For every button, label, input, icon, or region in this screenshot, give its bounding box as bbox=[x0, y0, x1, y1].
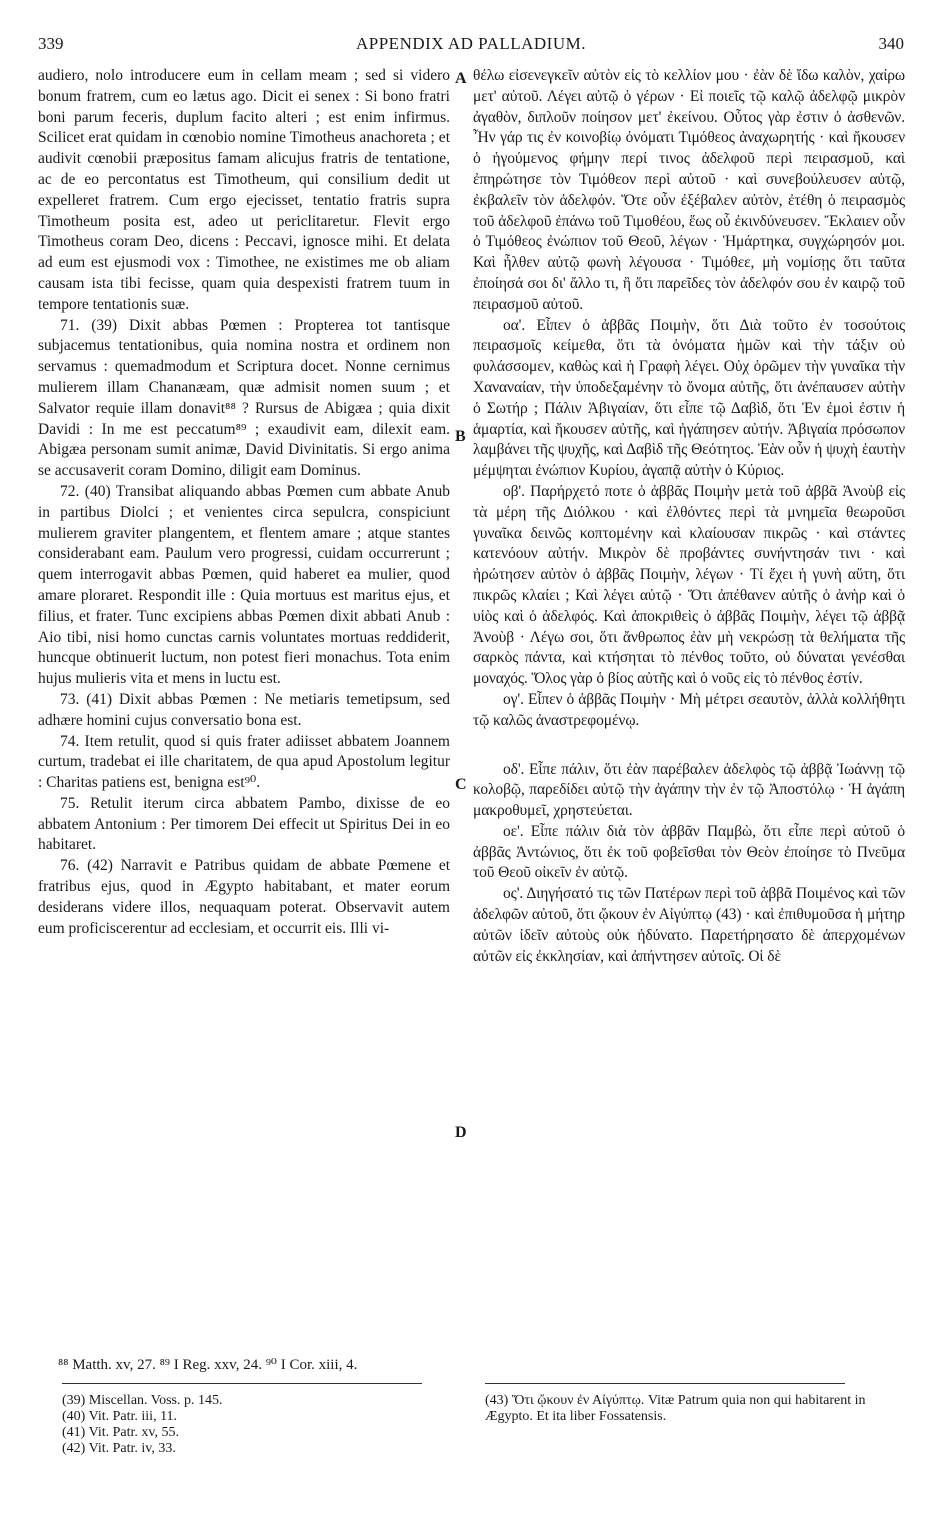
greek-paragraph: οα'. Εἶπεν ὁ ἀββᾶς Ποιμὴν, ὅτι Διὰ τοῦτο ἐν τοσούτοις πειρασμοῖς κείμεθα, ὅτι τὰ ὀνόματα ἡμῶν καὶ τὴν τάξιν οὐ φυλάσσομεν, καθὼς καὶ ἡ Γραφὴ λέγει. Οὐχ ὁρῶμεν τὴν γυναῖκα τὴν Χαναναίαν, τὴν ὑποδεξαμένην τὸ ὄνομα αὐτῆς, ὅτι ἀνέπαυσεν αὐτὴν ὁ Σωτήρ ; Πάλιν Ἀβιγαίαν, ὅτι εἶπε τῷ Δαβὶδ, ὅτι Ἐν ἐμοὶ ἐστιν ἡ ἁμαρτία, καὶ ἤκουσεν αὐτῆς, καὶ ἠγάπησεν αὐτήν. Ἀβιγαία πρόσωπον λαμβάνει τῆς ψυχῆς, καὶ Δαβὶδ τῆς Θεότητος. Ἐὰν οὖν ἡ ψυχὴ ἑαυτὴν μέμψηται ἐνώπιον Κυρίου, ἀγαπᾷ αὐτὴν ὁ Κύριος. bbox=[473, 316, 905, 480]
footnote-rule-left bbox=[62, 1383, 422, 1384]
section-marker-b: B bbox=[455, 428, 466, 445]
running-title: APPENDIX AD PALLADIUM. bbox=[356, 34, 586, 53]
section-marker-d: D bbox=[455, 1124, 467, 1141]
source-note: (40) Vit. Patr. iii, 11. bbox=[62, 1409, 178, 1424]
latin-paragraph: 71. (39) Dixit abbas Pœmen : Propterea tot tantisque subjacemus tentationibus, quia nomina nostra et ordinem non servamus : quemadmodum et Scriptura docet. Nonne cernimus mulierem illam Chananæam, quæ admisit nomen suum ; et Salvator requie illam donavit⁸⁸ ? Rursus de Abigæa ; quia dixit Davidi : In me est peccatum⁸⁹ ; exaudivit eam, dilexit eam. Abigæa personam sumit animæ, David Divinitatis. Si ergo anima se accusaverit coram Domino, diligit eam Dominus. bbox=[38, 316, 450, 480]
source-note: (39) Miscellan. Voss. p. 145. bbox=[62, 1393, 223, 1408]
source-notes-left bbox=[62, 1393, 442, 1457]
page-number-right: 340 bbox=[878, 34, 904, 53]
section-marker-c: C bbox=[455, 776, 467, 793]
greek-paragraph: οδ'. Εἶπε πάλιν, ὅτι ἐὰν παρέβαλεν ἀδελφὸς τῷ ἀββᾷ Ἰωάννῃ τῷ κολοβῷ, παρεδίδει αὐτῷ τὴν ἀγάπην τὴν ἐν τῷ Ἀποστόλῳ · Ἡ ἀγάπη μακροθυμεῖ, χρηστεύεται. bbox=[473, 760, 905, 820]
footnote-rule-right bbox=[485, 1383, 845, 1384]
greek-column bbox=[473, 66, 905, 967]
greek-paragraph: ος'. Διηγήσατό τις τῶν Πατέρων περὶ τοῦ ἀββᾶ Ποιμένος καὶ τῶν ἀδελφῶν αὐτοῦ, ὅτι ᾤκουν ἐν Αἰγύπτῳ (43) · καὶ ἐπιθυμοῦσα ἡ μήτηρ αὐτῶν ἰδεῖν αὐτοὺς οὐκ ἠδύνατο. Παρετήρησατο δὲ ἀπερχομένων αὐτῶν εἰς ἐκκλησίαν, καὶ ἀπήντησεν αὐτοῖς. Οἱ δὲ bbox=[473, 885, 905, 965]
latin-paragraph: 74. Item retulit, quod si quis frater adiisset abbatem Joannem curtum, tradebat ei ille charitatem, de qua apud Apostolum legitur : Charitas patiens est, benigna est⁹⁰. bbox=[38, 732, 450, 792]
greek-paragraph: οβ'. Παρήρχετό ποτε ὁ ἀββᾶς Ποιμὴν μετὰ τοῦ ἀββᾶ Ἀνοὺβ εἰς τὰ μέρη τῆς Διόλκου · καὶ ἐλθόντες περὶ τὰ μνημεῖα θεωροῦσι γυναῖκα δεινῶς κοπτομένην καὶ κλαίουσαν πικρῶς · καὶ στάντες κατενόουν αὐτήν. Μικρὸν δὲ προβάντες συνήντησάν τινι · καὶ ἠρώτησεν αὐτὸν ὁ ἀββᾶς Ποιμὴν, λέγων · Τί ἔχει ἡ γυνὴ αὕτη, ὅτι πικρῶς κλαίει ; Καὶ λέγει αὐτῷ · Ὅτι ἀπέθανεν αὐτῆς ὁ ἀνὴρ καὶ ὁ υἱὸς καὶ ὁ ἀδελφός. Καὶ ἀποκριθεὶς ὁ ἀββᾶς Ποιμὴν, λέγει τῷ ἀββᾷ Ἀνοὺβ · Λέγω σοι, ὅτι ἄνθρωπος ἐὰν μὴ νεκρώσῃ τὰ θελήματα τῆς σαρκὸς πάντα, καὶ κτήσηται τὸ πένθος τοῦτο, οὐ δύναται γενέσθαι μοναχός. Ὅλος γὰρ ὁ βίος αὐτῆς καὶ ὁ νοῦς εἰς τὸ πένθος ἐστίν. bbox=[473, 482, 905, 688]
section-marker-a: A bbox=[455, 70, 467, 87]
greek-paragraph: οε'. Εἶπε πάλιν διὰ τὸν ἀββᾶν Παμβὼ, ὅτι εἶπε περὶ αὐτοῦ ὁ ἀββᾶς Ἀντώνιος, ὅτι ἐκ τοῦ φοβεῖσθαι τὸν Θεὸν ἐποίησε τὸ Πνεῦμα τοῦ Θεοῦ οἰκεῖν ἐν αὐτῷ. bbox=[473, 822, 905, 882]
page-number-left: 339 bbox=[38, 34, 64, 53]
latin-paragraph: 76. (42) Narravit e Patribus quidam de abbate Pœmene et fratribus ejus, quod in Ægypto habitabant, et mater eorum desiderans videre illos, nequaquam poterat. Observavit autem eum proficiscerentur ad ecclesiam, et occurrit eis. Illi vi- bbox=[38, 857, 450, 937]
latin-paragraph: 75. Retulit iterum circa abbatem Pambo, dixisse de eo abbatem Antonium : Per timorem Dei effecit ut Spiritus Dei in eo habitaret. bbox=[38, 794, 450, 854]
greek-paragraph: θέλω εἰσενεγκεῖν αὐτὸν εἰς τὸ κελλίον μου · ἐὰν δὲ ἴδω καλὸν, χαίρω μετ' αὐτοῦ. Λέγει αὐτῷ ὁ γέρων · Εἰ ποιεῖς τῷ καλῷ ἀδελφῷ μικρὸν ἀγαθὸν, διπλοῦν ποίησον μετ' ἐκείνου. Οὗτος γὰρ ἐστιν ὁ ἀσθενῶν. Ἦν γάρ τις ἐν κοινοβίῳ ὀνόματι Τιμόθεος ἀναχωρητής · καὶ ἤκουσεν ὁ ἡγούμενος φήμην περί τινος ἀδελφοῦ περὶ πειρασμοῦ, καὶ ἐπηρώτησε τὸν Τιμόθεον περὶ αὐτοῦ · καὶ συνεβούλευσεν αὐτῷ, ἐκβαλεῖν τὸν ἀδελφόν. Ὅτε οὖν ἐξέβαλεν αὐτὸν, ἐτέθη ὁ πειρασμὸς τοῦ ἀδελφοῦ ἐπάνω τοῦ Τιμοθέου, ἕως οὗ ἐκινδύνευσεν. Ἔκλαιεν οὖν ὁ Τιμόθεος ἐνώπιον τοῦ Θεοῦ, λέγων · Ἡμάρτηκα, συγχώρησόν μοι. Καὶ ἦλθεν αὐτῷ φωνὴ λέγουσα · Τιμόθεε, μὴ νομίσῃς ὅτι ταῦτα ἐποίησά σοι δι' ἄλλο τι, ἢ ὅτι παρεῖδες τὸν ἀδελφόν σου ἐν καιρῷ τοῦ πειρασμοῦ αὐτοῦ. bbox=[473, 67, 905, 313]
latin-column bbox=[38, 66, 450, 939]
latin-paragraph: 72. (40) Transibat aliquando abbas Pœmen cum abbate Anub in partibus Diolci ; et venientes circa sepulcra, conspiciunt mulierem graviter plangentem, et flentem amare ; atque stantes considerabant eam. Paulum vero progressi, cuidam occurrerunt ; quem interrogavit abbas Pœmen, quid haberet ea mulier, quod amare ploraret. Respondit ille : Quia mortuus est maritus ejus, et filius, et frater. Tunc excipiens abbas Pœmen dixit abbati Anub : Aio tibi, nisi homo cunctas carnis voluntates mortuas reddiderit, huncque obtinuerit luctum, non potest fieri monachus. Tota enim hujus mulieris vita et mens in luctu est. bbox=[38, 482, 450, 688]
latin-paragraph: audiero, nolo introducere eum in cellam meam ; sed si videro bonum fratrem, cum eo lætus ago. Dicit ei senex : Si bono fratri boni parum feceris, duplum facito alteri ; est enim infirmus. Scilicet erat quidam in cœnobio nomine Timotheus anachoreta ; et audivit cœnobii præpositus famam alicujus fratris de tentatione, ac de eo percontatus est Timotheum, qui consilium dedit ut expelleret fratrem. Cum ergo ejecisset, tentatio fratris supra Timotheum posita est, adeo ut periclitaretur. Flevit ergo Timotheus coram Deo, dicens : Peccavi, ignosce mihi. Et delata ad eum est ejusmodi vox : Timothee, ne existimes me ob aliam causam ista tibi fecisse, quam quia despexisti fratrem tuum in tempore tentationis suæ. bbox=[38, 67, 450, 313]
page-header bbox=[38, 34, 904, 56]
source-notes-right bbox=[485, 1393, 895, 1425]
latin-paragraph: 73. (41) Dixit abbas Pœmen : Ne metiaris temetipsum, sed adhære homini cujus conversatio bona est. bbox=[38, 690, 450, 729]
source-note: (42) Vit. Patr. iv, 33. bbox=[62, 1441, 176, 1456]
source-note: (41) Vit. Patr. xv, 55. bbox=[62, 1425, 179, 1440]
scripture-footnotes: ⁸⁸ Matth. xv, 27. ⁸⁹ I Reg. xxv, 24. ⁹⁰ I Cor. xiii, 4. bbox=[58, 1357, 358, 1373]
greek-paragraph: ογ'. Εἶπεν ὁ ἀββᾶς Ποιμὴν · Μὴ μέτρει σεαυτὸν, ἀλλὰ κολλήθητι τῷ καλῶς ἀναστρεφομένῳ. bbox=[473, 690, 905, 729]
source-note: (43) Ὅτι ᾤκουν ἐν Αἰγύπτῳ. Vitæ Patrum quia non qui habitarent in Ægypto. Et ita liber Fossatensis. bbox=[485, 1393, 866, 1424]
